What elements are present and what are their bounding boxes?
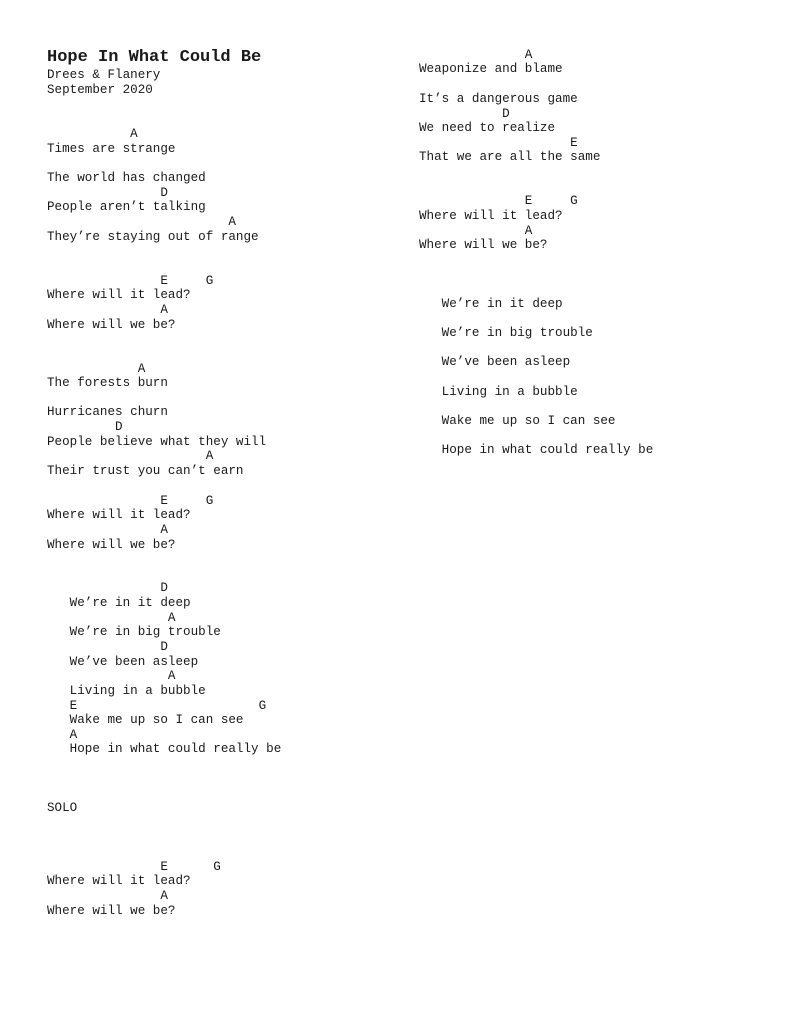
lyric-line: Where will it lead? bbox=[47, 874, 191, 888]
lyric-line: We’ve been asleep bbox=[47, 655, 199, 669]
chord-line: A bbox=[47, 449, 214, 463]
chord-line: E G bbox=[47, 274, 214, 288]
lyric-line: Where will we be? bbox=[419, 238, 548, 252]
chord-line: D bbox=[47, 640, 168, 654]
lyric-line: Where will we be? bbox=[47, 904, 176, 918]
lyric-line: Where will it lead? bbox=[47, 288, 191, 302]
lyric-line: Living in a bubble bbox=[47, 684, 206, 698]
chord-line: A bbox=[47, 362, 146, 376]
song-title: Hope In What Could Be bbox=[47, 48, 262, 67]
chord-line: E G bbox=[47, 494, 214, 508]
chord-line: A bbox=[47, 611, 176, 625]
chord-line: E G bbox=[419, 194, 578, 208]
lyric-line: Living in a bubble bbox=[419, 385, 578, 399]
chord-line: A bbox=[47, 669, 176, 683]
chord-line: A bbox=[419, 224, 533, 238]
chord-line: D bbox=[47, 581, 168, 595]
lyric-line: They’re staying out of range bbox=[47, 230, 259, 244]
chord-line: A bbox=[47, 127, 138, 141]
lyric-line: The world has changed bbox=[47, 171, 206, 185]
section-label: SOLO bbox=[47, 801, 78, 815]
lyric-line: We’re in big trouble bbox=[419, 326, 593, 340]
lyric-line: People believe what they will bbox=[47, 435, 267, 449]
lyric-line: It’s a dangerous game bbox=[419, 92, 578, 106]
lyric-line: We’re in it deep bbox=[47, 596, 191, 610]
lyric-line: Hurricanes churn bbox=[47, 405, 168, 419]
chord-line: D bbox=[47, 186, 168, 200]
song-authors: Drees & Flanery bbox=[47, 68, 161, 82]
lyric-line: We’re in it deep bbox=[419, 297, 563, 311]
lyric-line: Where will we be? bbox=[47, 538, 176, 552]
chord-line: A bbox=[47, 215, 236, 229]
lyric-line: Wake me up so I can see bbox=[419, 414, 616, 428]
lyric-line: That we are all the same bbox=[419, 150, 601, 164]
song-date: September 2020 bbox=[47, 83, 153, 97]
lyric-line: We’ve been asleep bbox=[419, 355, 571, 369]
lyric-line: People aren’t talking bbox=[47, 200, 206, 214]
lyric-line: The forests burn bbox=[47, 376, 168, 390]
chord-line: A bbox=[47, 889, 168, 903]
lyric-line: We’re in big trouble bbox=[47, 625, 221, 639]
lyric-line: Hope in what could really be bbox=[47, 742, 282, 756]
chord-line: A bbox=[47, 728, 78, 742]
lyric-line: Weaponize and blame bbox=[419, 62, 563, 76]
lyric-line: Where will it lead? bbox=[419, 209, 563, 223]
chord-line: D bbox=[47, 420, 123, 434]
chord-line: D bbox=[419, 107, 510, 121]
lyric-line: Their trust you can’t earn bbox=[47, 464, 244, 478]
chord-line: A bbox=[419, 48, 533, 62]
chord-line: A bbox=[47, 303, 168, 317]
chord-line: E G bbox=[47, 860, 221, 874]
chord-line: E G bbox=[47, 699, 267, 713]
lyric-line: Where will we be? bbox=[47, 318, 176, 332]
lyric-line: Hope in what could really be bbox=[419, 443, 654, 457]
lyric-line: Wake me up so I can see bbox=[47, 713, 244, 727]
chord-line: E bbox=[419, 136, 578, 150]
lyric-line: Times are strange bbox=[47, 142, 176, 156]
lyric-line: Where will it lead? bbox=[47, 508, 191, 522]
lyric-line: We need to realize bbox=[419, 121, 556, 135]
chord-line: A bbox=[47, 523, 168, 537]
